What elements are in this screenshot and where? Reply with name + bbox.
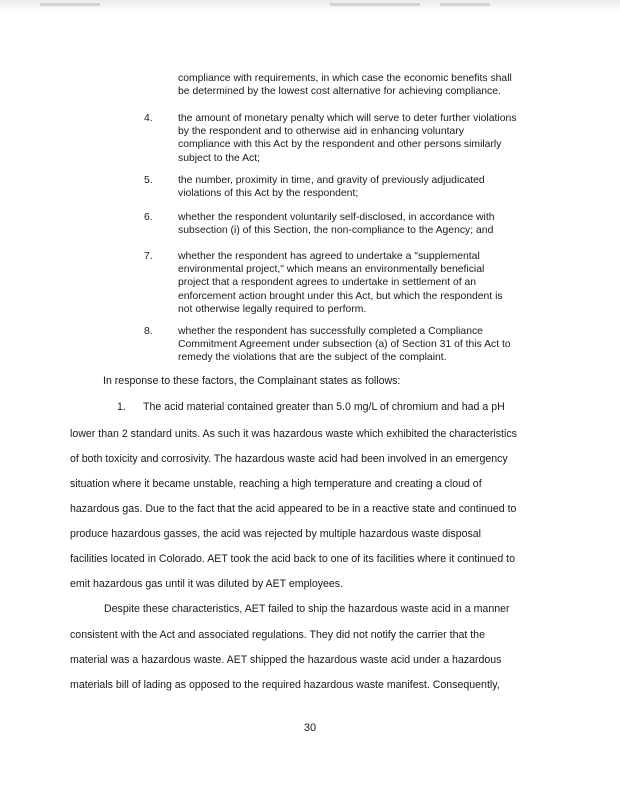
factor-number: 7. [144,251,153,262]
response-line: lower than 2 standard units. As such it was hazardous waste which exhibited the characteristics [70,428,517,440]
despite-line: Despite these characteristics, AET failed to ship the hazardous waste acid in a manner [104,603,510,615]
scan-artifact [40,3,100,6]
despite-line: materials bill of lading as opposed to the required hazardous waste manifest. Consequently, [70,679,500,691]
intro-paragraph: In response to these factors, the Complainant states as follows: [103,375,401,387]
scan-artifact [330,3,420,6]
continuation-text: compliance with requirements, in which case the economic benefits shall be determined by the lowest cost alternative for achieving compliance. [178,73,512,98]
factor-text: whether the respondent has successfully completed a Compliance Commitment Agreement under subsection (a) of Section 31 of this Act to remedy the violations that are the subject of the complaint. [178,326,511,364]
factor-number: 6. [144,212,153,223]
response-line: emit hazardous gas until it was diluted by AET employees. [70,578,344,590]
response-number: 1. [117,401,126,413]
response-line: produce hazardous gasses, the acid was rejected by multiple hazardous waste disposal [70,528,482,540]
factor-number: 8. [144,326,153,337]
despite-line: material was a hazardous waste. AET shipped the hazardous waste acid under a hazardous [70,654,502,666]
factor-text: whether the respondent voluntarily self-disclosed, in accordance with subsection (i) of this Section, the non-compliance to the Agency; and [178,212,495,237]
despite-line: consistent with the Act and associated regulations. They did not notify the carrier that the [70,629,485,641]
factor-text: whether the respondent has agreed to undertake a "supplemental environmental project," which means an environmentally beneficial project that a respondent agrees to undertake in settlement of an enforcement action brought under this Act, but which the respondent is not otherwise legally required to perform. [178,251,503,315]
scan-artifact [440,3,490,6]
response-line: situation where it became unstable, reaching a high temperature and creating a cloud of [70,478,482,490]
factor-text: the amount of monetary penalty which will serve to deter further violations by the respondent and to otherwise aid in enhancing voluntary compliance with this Act by the respondent and other persons similarly subject to the Act; [178,113,517,164]
response-line: The acid material contained greater than 5.0 mg/L of chromium and had a pH [143,401,505,413]
scan-edge [0,0,620,12]
factor-number: 4. [144,113,153,124]
factor-number: 5. [144,175,153,186]
response-line: of both toxicity and corrosivity. The hazardous waste acid had been involved in an emergency [70,453,508,465]
page-number: 30 [303,722,317,734]
factor-text: the number, proximity in time, and gravity of previously adjudicated violations of this Act by the respondent; [178,175,485,200]
response-line: facilities located in Colorado. AET took the acid back to one of its facilities where it continued to [70,553,515,565]
response-line: hazardous gas. Due to the fact that the acid appeared to be in a reactive state and continued to [70,503,517,515]
